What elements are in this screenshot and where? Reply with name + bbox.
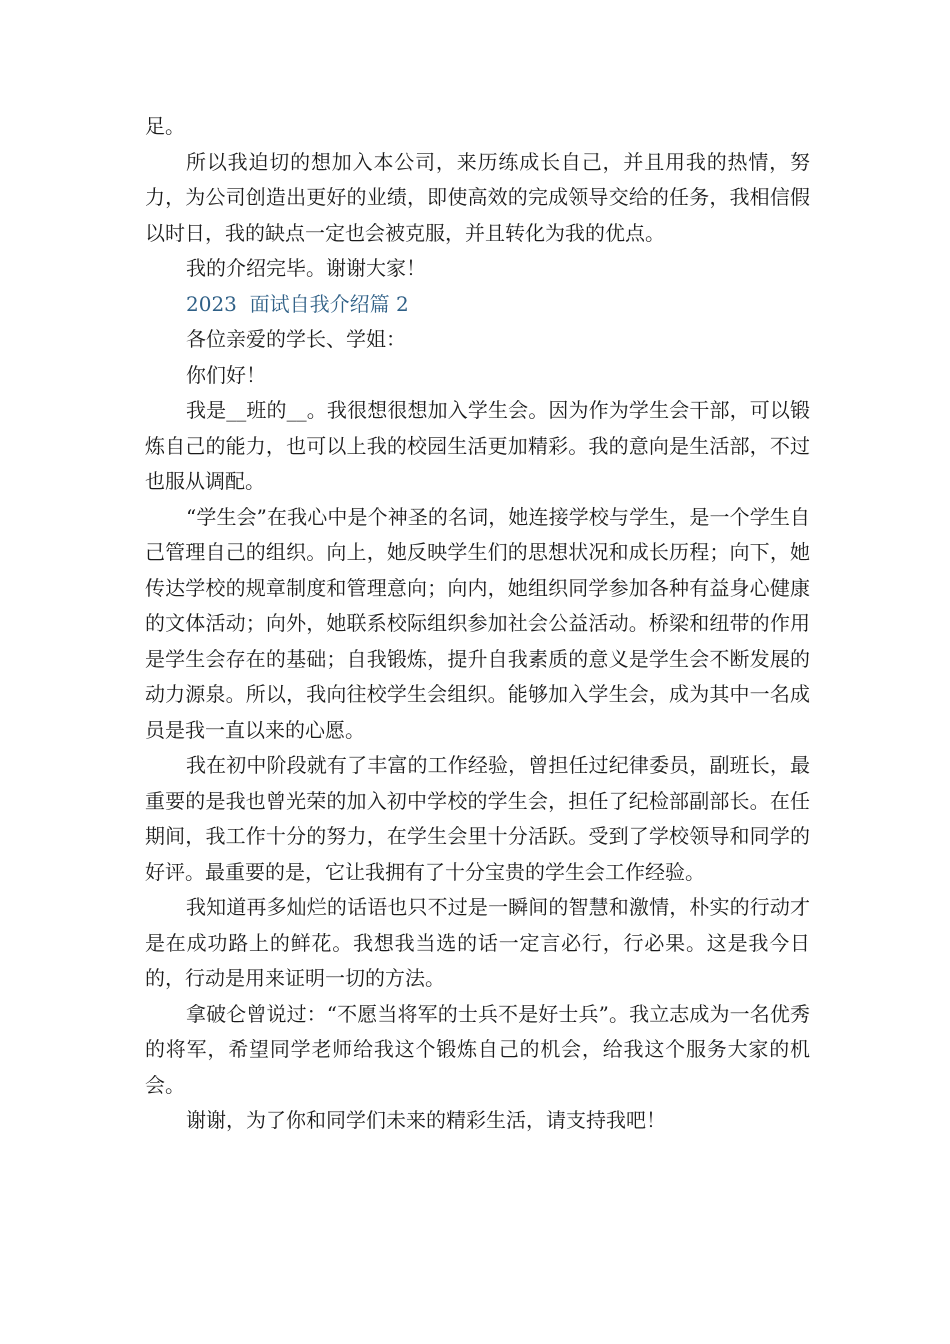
paragraph: 我是__班的__。我很想很想加入学生会。因为作为学生会干部，可以锻炼自己的能力，也可以上我的校园生活更加精彩。我的意向是生活部，不过也服从调配。 <box>145 398 810 493</box>
document-body <box>145 109 810 1139</box>
paragraph: 我的介绍完毕。谢谢大家！ <box>186 256 426 280</box>
paragraph: “学生会”在我心中是个神圣的名词，她连接学校与学生，是一个学生自己管理自己的组织。向上，她反映学生们的思想状况和成长历程；向下，她传达学校的规章制度和管理意向；向内，她组织同学参加各种有益身心健康的文体活动；向外，她联系校际组织参加社会公益活动。桥梁和纽带的作用是学生会存在的基础；自我锻炼，提升自我素质的意义是学生会不断发展的动力源泉。所以，我向往校学生会组织。能够加入学生会，成为其中一名成员是我一直以来的心愿。 <box>145 504 810 742</box>
paragraph: 你们好！ <box>186 362 266 387</box>
section-heading: 2023 面试自我介绍篇 2 <box>186 291 409 316</box>
paragraph: 所以我迫切的想加入本公司，来历练成长自己，并且用我的热情，努力，为公司创造出更好的业绩，即使高效的完成领导交给的任务，我相信假以时日，我的缺点一定也会被克服，并且转化为我的优点。 <box>145 149 810 245</box>
paragraph: 各位亲爱的学长、学姐： <box>186 327 406 351</box>
paragraph: 拿破仑曾说过：“不愿当将军的士兵不是好士兵”。我立志成为一名优秀的将军，希望同学老师给我这个锻炼自己的机会，给我这个服务大家的机会。 <box>145 1001 810 1097</box>
paragraph: 谢谢，为了你和同学们未来的精彩生活，请支持我吧！ <box>186 1108 666 1132</box>
paragraph: 我在初中阶段就有了丰富的工作经验，曾担任过纪律委员，副班长，最重要的是我也曾光荣的加入初中学校的学生会，担任了纪检部副部长。在任期间，我工作十分的努力，在学生会里十分活跃。受到了学校领导和同学的好评。最重要的是，它让我拥有了十分宝贵的学生会工作经验。 <box>145 753 810 884</box>
paragraph: 足。 <box>145 114 185 138</box>
paragraph: 我知道再多灿烂的话语也只不过是一瞬间的智慧和激情，朴实的行动才是在成功路上的鲜花。我想我当选的话一定言必行，行必果。这是我今日的，行动是用来证明一切的方法。 <box>145 895 810 990</box>
